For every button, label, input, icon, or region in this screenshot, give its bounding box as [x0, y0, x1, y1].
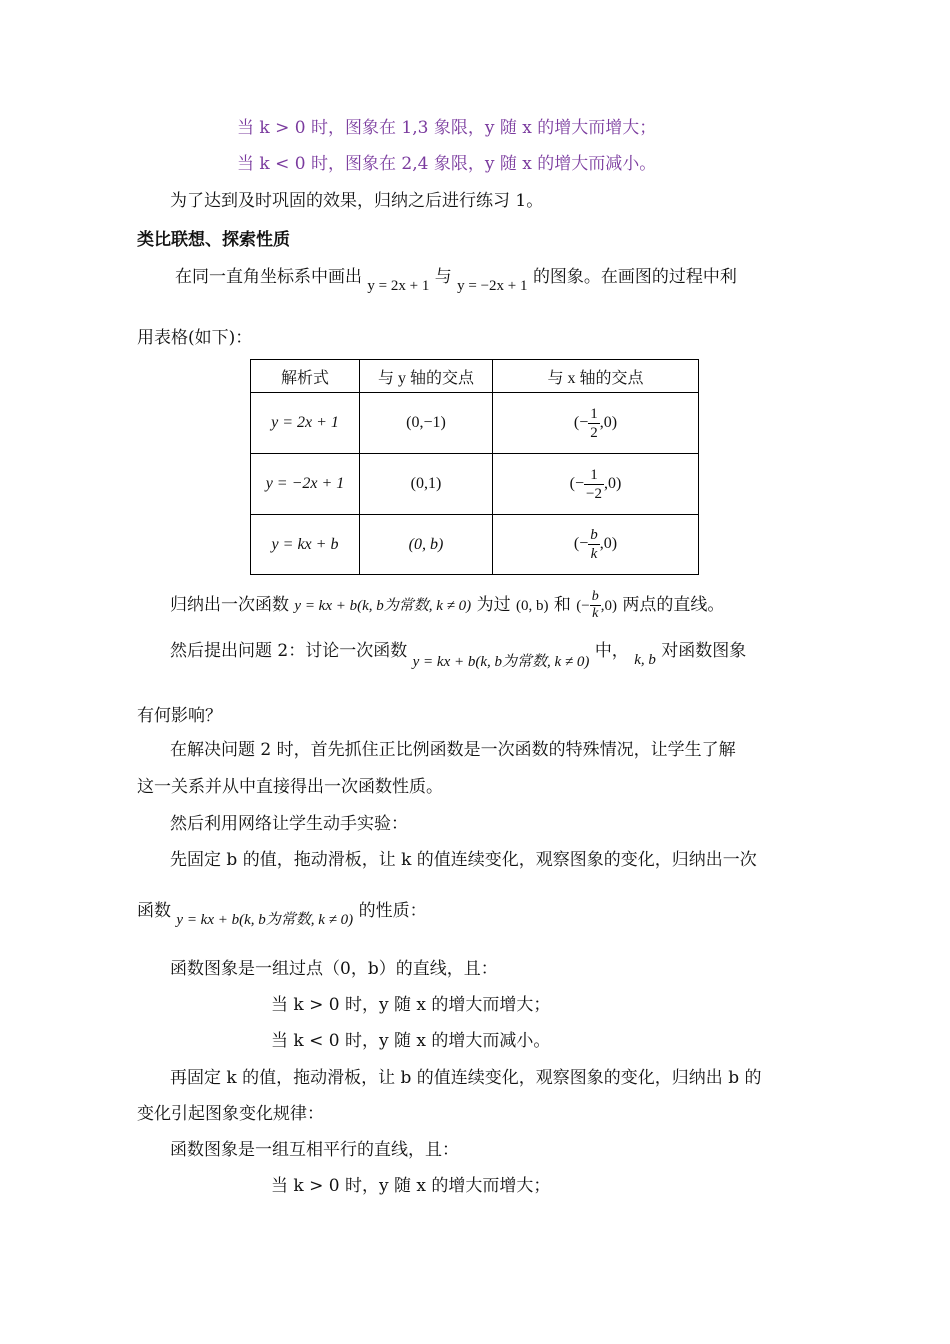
paragraph-table-intro: 用表格(如下)：	[137, 328, 253, 348]
table-header: 与 y 轴的交点	[360, 360, 493, 393]
equation-y-2x-1: y = 2x + 1	[367, 278, 430, 294]
paragraph-fix-b: 先固定 b 的值，拖动滑板，让 k 的值连续变化，观察图象的变化，归纳出一次	[170, 850, 757, 870]
property-line-k-positive: 当 k > 0 时，图象在 1,3 象限，y 随 x 的增大而增大；	[237, 118, 657, 138]
text: 与	[434, 267, 452, 287]
paragraph-fix-b-cont	[137, 900, 427, 928]
paragraph-graph-through-point: 函数图象是一组过点（0，b）的直线，且：	[170, 959, 498, 979]
paragraph-conclusion	[170, 589, 724, 622]
paragraph-solve-cont: 这一关系并从中直接得出一次函数性质。	[137, 777, 443, 797]
paragraph-practice: 为了达到及时巩固的效果，归纳之后进行练习 1。	[170, 191, 544, 211]
paragraph-question-2	[170, 640, 747, 670]
table-cell-xint	[493, 393, 699, 454]
table-cell-expr: y = 2x + 1	[251, 393, 360, 454]
paragraph-experiment: 然后利用网络让学生动手实验：	[170, 814, 408, 834]
table-header: 与 x 轴的交点	[493, 360, 699, 393]
numerator: b	[591, 589, 599, 604]
table-cell-yint: (0,1)	[360, 454, 493, 515]
fraction	[588, 405, 600, 442]
text: (−	[569, 474, 585, 492]
paragraph-fix-k: 再固定 k 的值，拖动滑板，让 b 的值连续变化，观察图象的变化，归纳出 b 的	[170, 1068, 762, 1088]
text: 和	[553, 595, 571, 615]
text: ,0)	[600, 598, 618, 614]
text: 中，	[594, 641, 629, 661]
text: 在同一直角坐标系中画出	[175, 267, 362, 287]
paragraph-question-2-end: 有何影响？	[137, 706, 222, 726]
numerator: b	[590, 527, 598, 543]
table-row	[251, 454, 699, 515]
equation-linear-function: y = kx + b(k, b为常数, k ≠ 0)	[176, 912, 354, 928]
equation-linear-function: y = kx + b(k, b为常数, k ≠ 0)	[412, 654, 590, 670]
text: (−	[576, 598, 590, 614]
table-cell-expr: y = kx + b	[251, 515, 360, 575]
equation-y-neg2x-1: y = −2x + 1	[457, 278, 528, 294]
paragraph-parallel-lines: 函数图象是一组互相平行的直线，且：	[170, 1140, 459, 1160]
point-0-b: (0, b)	[515, 598, 549, 614]
numerator: 1	[590, 405, 598, 422]
property-line-k-positive: 当 k > 0 时，y 随 x 的增大而增大；	[271, 1176, 551, 1196]
property-line-k-positive: 当 k > 0 时，y 随 x 的增大而增大；	[271, 995, 551, 1015]
paragraph-draw-graphs	[175, 266, 737, 294]
table-row	[251, 515, 699, 575]
text: 然后提出问题 2：讨论一次函数	[170, 641, 408, 661]
intersection-table	[250, 359, 699, 575]
fraction	[590, 589, 601, 622]
text: 函数	[137, 901, 171, 921]
text: (−	[573, 413, 589, 431]
text: 归纳出一次函数	[170, 595, 289, 615]
table-cell-expr: y = −2x + 1	[251, 454, 360, 515]
k-b-variables: k, b	[634, 652, 656, 668]
section-heading: 类比联想、探索性质	[137, 230, 290, 250]
property-line-k-negative: 当 k < 0 时，y 随 x 的增大而减小。	[271, 1031, 551, 1051]
fraction	[584, 466, 604, 503]
numerator: 1	[584, 466, 604, 485]
text: ,0)	[599, 535, 618, 553]
text: 为过	[476, 595, 511, 615]
equation-linear-function: y = kx + b(k, b为常数, k ≠ 0)	[294, 598, 472, 614]
denominator: k	[590, 546, 598, 562]
paragraph-solve: 在解决问题 2 时，首先抓住正比例函数是一次函数的特殊情况，让学生了解	[170, 740, 736, 760]
table-cell-xint	[493, 454, 699, 515]
paragraph-fix-k-cont: 变化引起图象变化规律：	[137, 1104, 324, 1124]
table-cell-xint	[493, 515, 699, 575]
denominator: −2	[586, 485, 602, 502]
denominator: k	[592, 606, 599, 621]
text: 两点的直线。	[622, 595, 725, 615]
property-line-k-negative: 当 k < 0 时，图象在 2,4 象限，y 随 x 的增大而减小。	[237, 154, 657, 174]
fraction	[588, 526, 600, 563]
text: ,0)	[604, 474, 622, 492]
text: 的图象。在画图的过程中利	[532, 267, 737, 287]
table-cell-yint: (0,−1)	[360, 393, 493, 454]
table-row	[251, 393, 699, 454]
table-header: 解析式	[251, 360, 360, 393]
text: (−	[573, 535, 589, 553]
text: ,0)	[599, 413, 618, 431]
text: 的性质：	[358, 901, 427, 921]
denominator: 2	[590, 424, 598, 441]
text: 对函数图象	[661, 641, 747, 661]
table-cell-yint: (0, b)	[360, 515, 493, 575]
